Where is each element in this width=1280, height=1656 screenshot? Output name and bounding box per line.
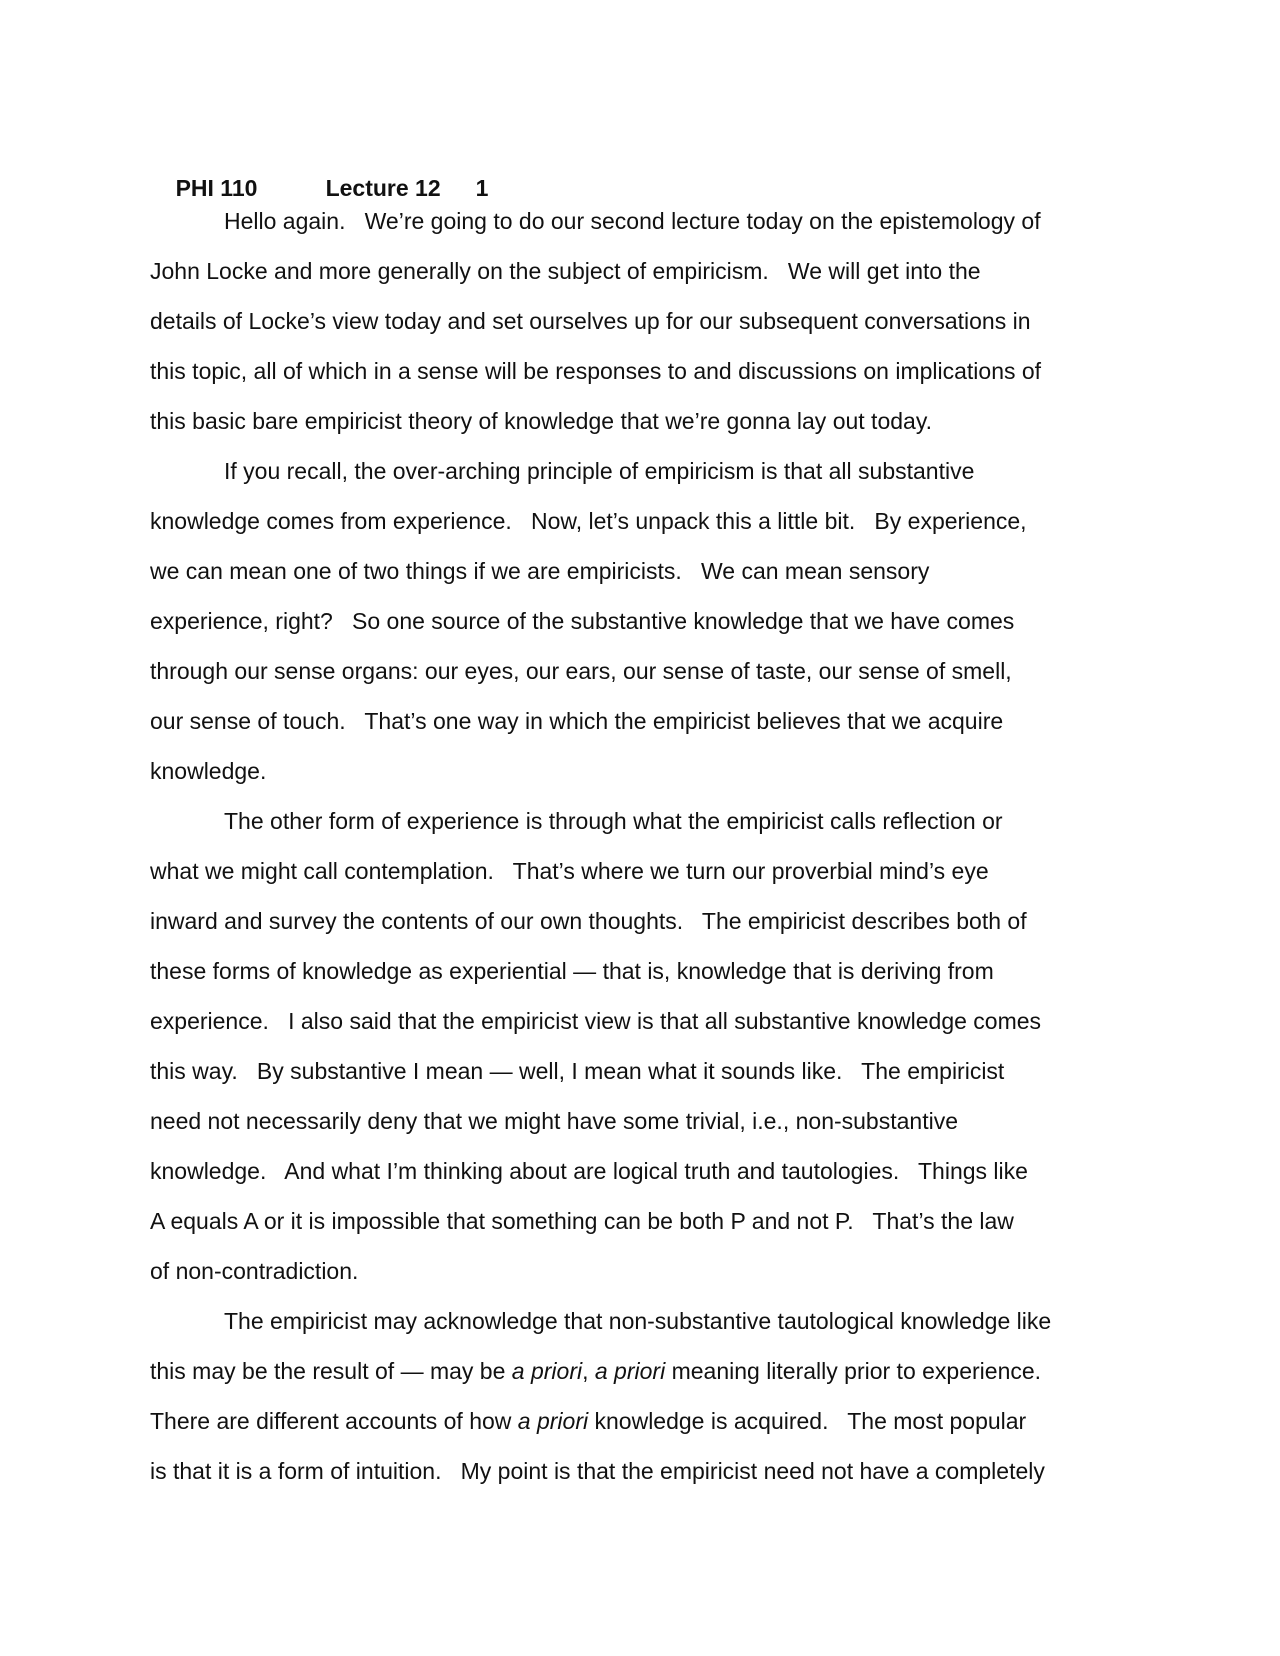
- text-line: The other form of experience is through what the empiricist calls reflection or: [224, 808, 1003, 834]
- text-line: need not necessarily deny that we might have some trivial, i.e., non-substantive: [150, 1108, 958, 1134]
- italic-term: a priori: [517, 1408, 589, 1434]
- lecture-transcript: [150, 196, 1130, 1496]
- text-line: this topic, all of which in a sense will be responses to and discussions on implications of: [150, 358, 1042, 384]
- text-line: of non-contradiction.: [150, 1258, 359, 1284]
- text-line: we can mean one of two things if we are empiricists. We can mean sensory: [150, 558, 930, 584]
- text-segment: ,: [582, 1358, 595, 1384]
- lecture-title: Lecture 12: [325, 175, 441, 201]
- text-line: knowledge. And what I’m thinking about are logical truth and tautologies. Things like: [150, 1158, 1028, 1184]
- text-line: details of Locke’s view today and set ourselves up for our subsequent conversations in: [150, 308, 1031, 334]
- text-line: this way. By substantive I mean — well, I mean what it sounds like. The empiricist: [150, 1058, 1005, 1084]
- text-line: through our sense organs: our eyes, our ears, our sense of taste, our sense of smell,: [150, 658, 1012, 684]
- text-line: experience. I also said that the empiricist view is that all substantive knowledge comes: [150, 1008, 1042, 1034]
- text-line: A equals A or it is impossible that something can be both P and not P. That’s the law: [150, 1208, 1014, 1234]
- text-line: If you recall, the over-arching principle of empiricism is that all substantive: [224, 458, 975, 484]
- text-line: experience, right? So one source of the substantive knowledge that we have comes: [150, 608, 1015, 634]
- text-segment: There are different accounts of how: [150, 1408, 518, 1434]
- text-line: our sense of touch. That’s one way in which the empiricist believes that we acquire: [150, 708, 1004, 734]
- text-line: The empiricist may acknowledge that non-substantive tautological knowledge like: [224, 1308, 1052, 1334]
- text-line: this basic bare empiricist theory of knowledge that we’re gonna lay out today.: [150, 408, 932, 434]
- page-number: 1: [475, 175, 489, 201]
- text-segment: meaning literally prior to experience.: [665, 1358, 1042, 1384]
- text-line: [150, 1346, 1130, 1396]
- text-line: knowledge comes from experience. Now, let’s unpack this a little bit. By experience,: [150, 508, 1027, 534]
- text-line: these forms of knowledge as experiential — that is, knowledge that is deriving from: [150, 958, 994, 984]
- text-line: inward and survey the contents of our own thoughts. The empiricist describes both of: [150, 908, 1027, 934]
- text-segment: this may be the result of — may be: [150, 1358, 512, 1384]
- text-segment: knowledge is acquired. The most popular: [588, 1408, 1027, 1434]
- text-line: is that it is a form of intuition. My point is that the empiricist need not have a completely: [150, 1458, 1045, 1484]
- text-line: what we might call contemplation. That’s where we turn our proverbial mind’s eye: [150, 858, 989, 884]
- italic-term: a priori: [511, 1358, 583, 1384]
- text-line: [150, 1396, 1130, 1446]
- course-code: PHI 110: [175, 175, 258, 201]
- text-line: Hello again. We’re going to do our second lecture today on the epistemology of: [224, 208, 1041, 234]
- text-line: John Locke and more generally on the subject of empiricism. We will get into the: [150, 258, 981, 284]
- italic-term: a priori: [594, 1358, 666, 1384]
- text-line: knowledge.: [150, 758, 267, 784]
